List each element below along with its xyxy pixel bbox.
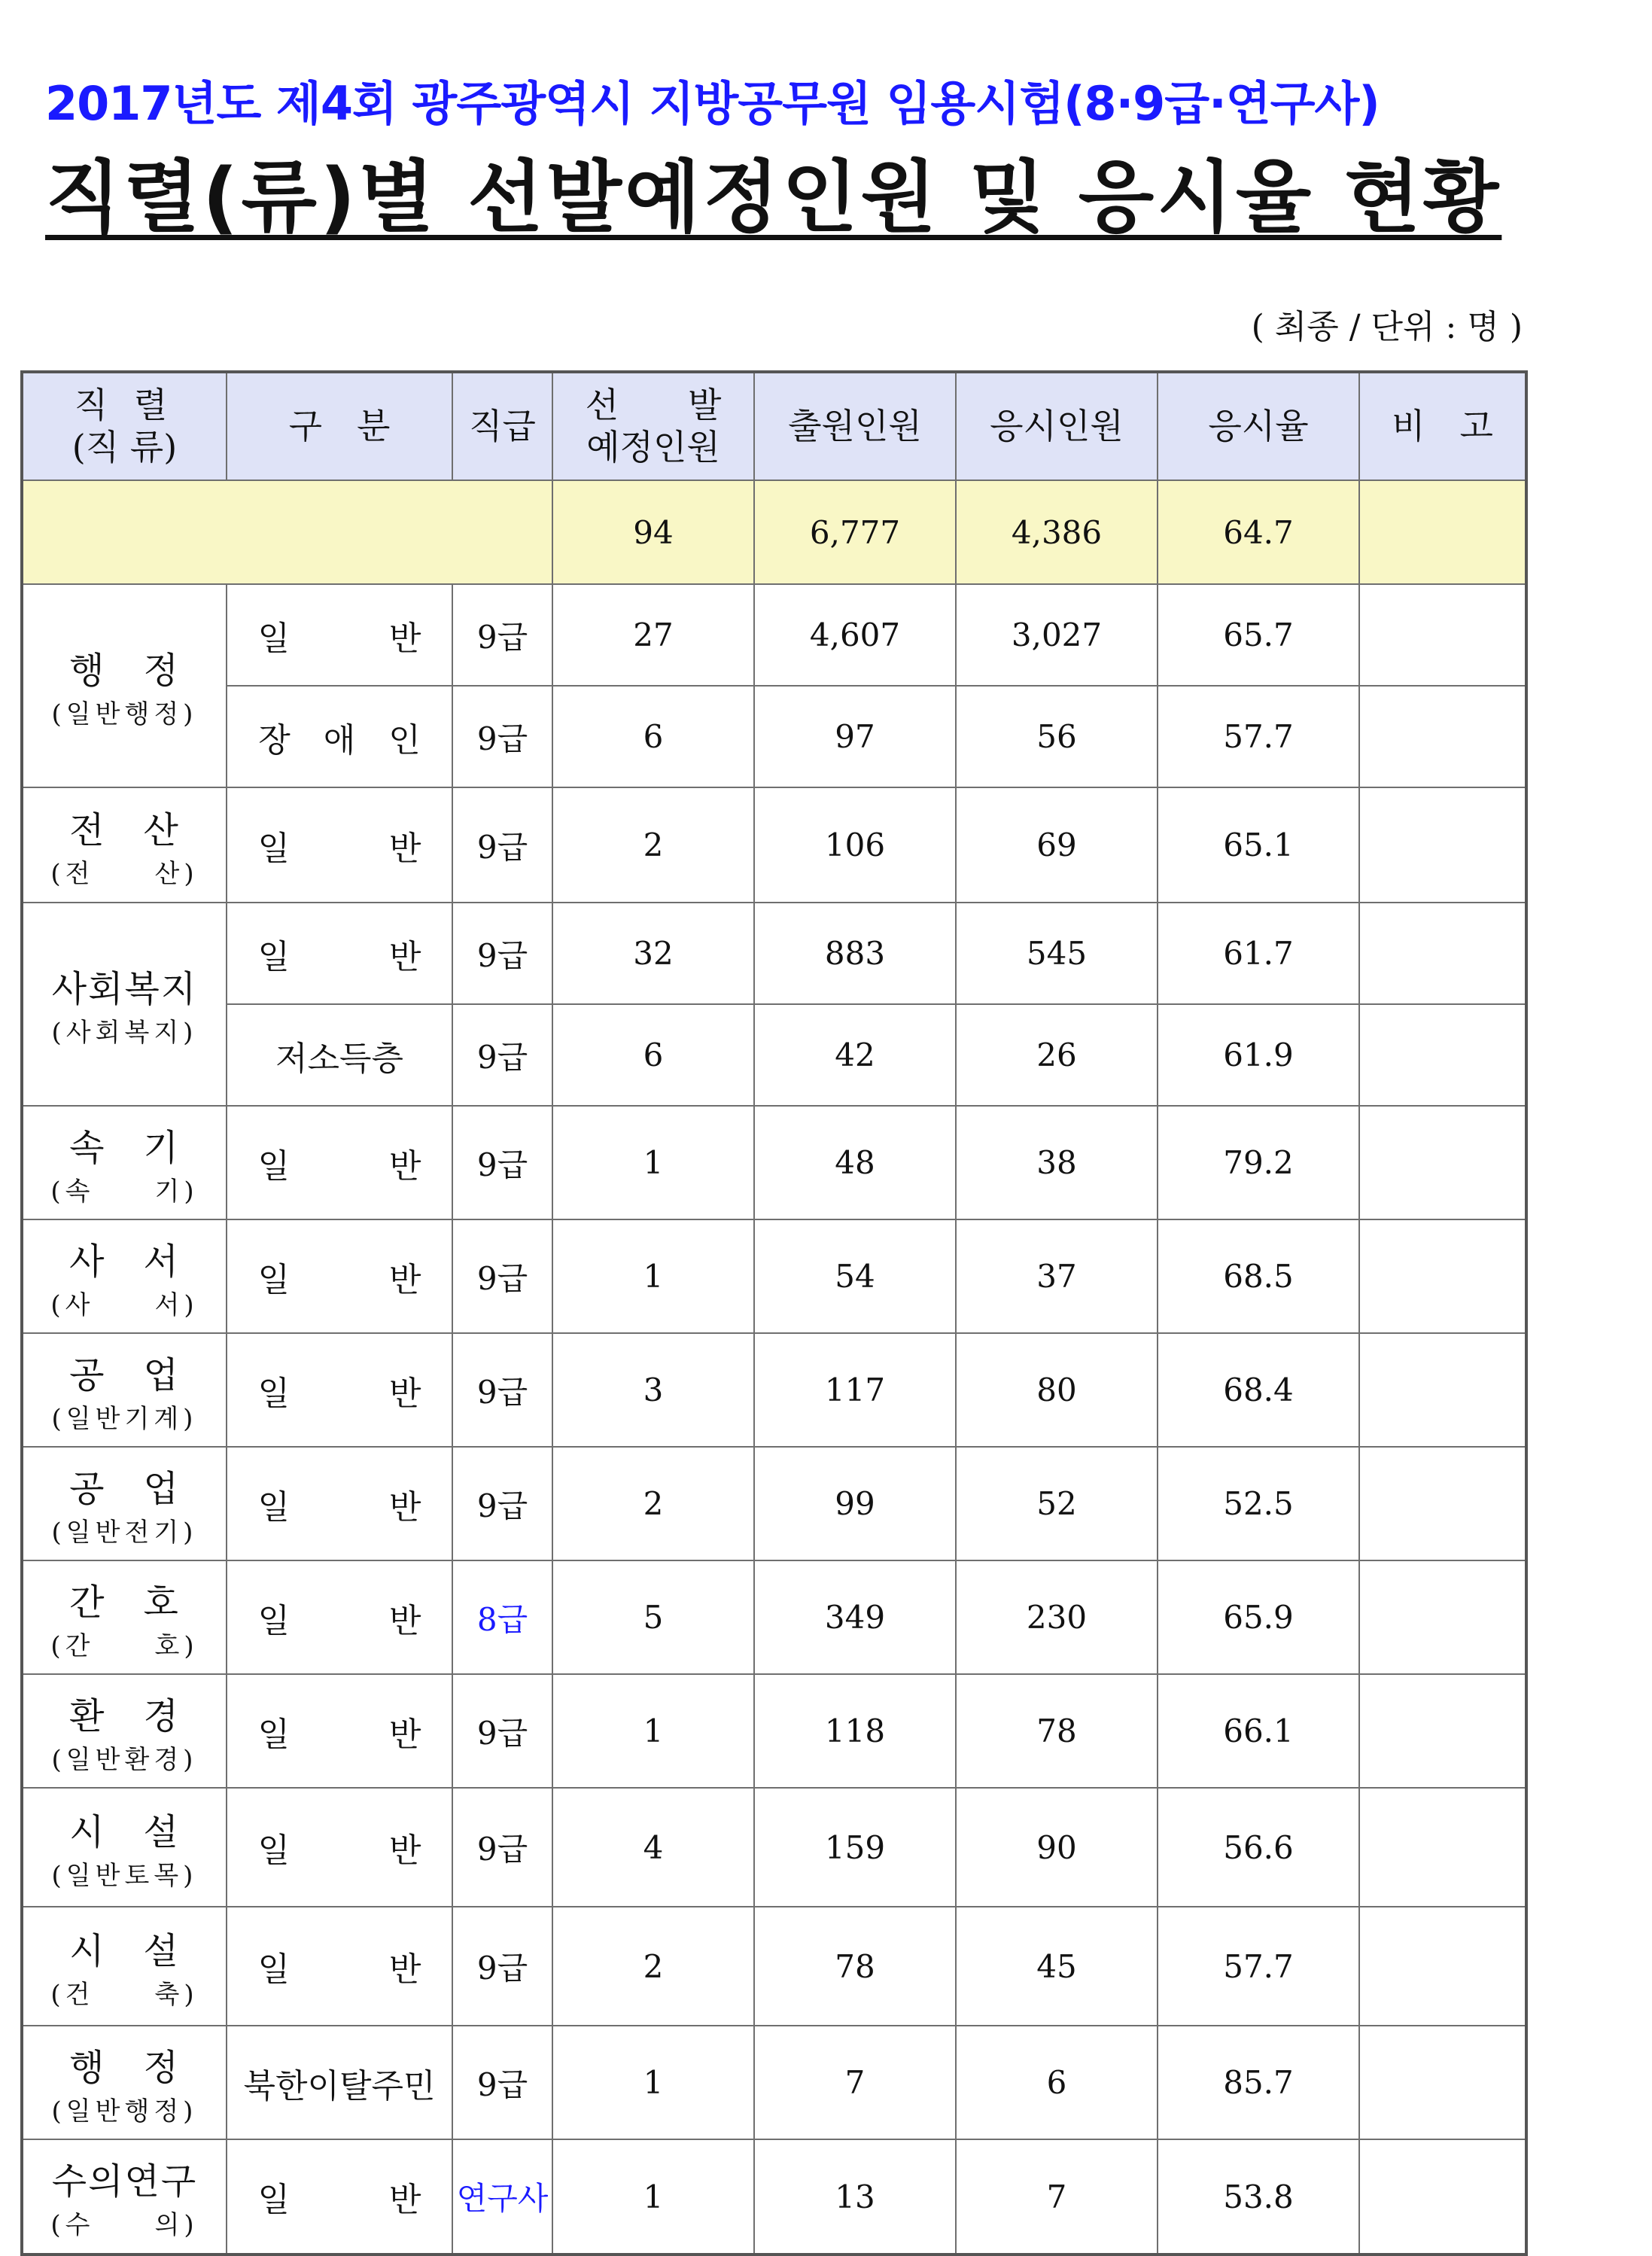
note-cell [1359, 584, 1526, 686]
job-subname: (간 호) [50, 1630, 199, 1661]
header-job: 직 렬 (직 류) [22, 372, 227, 480]
note-cell [1359, 787, 1526, 903]
category-cell: 일 반 [227, 1788, 452, 1907]
job-cell [22, 1333, 227, 1447]
applicants-cell: 117 [754, 1333, 956, 1447]
job-cell [22, 1106, 227, 1219]
category-cell: 장 애 인 [227, 686, 452, 787]
table-row [22, 1004, 1526, 1106]
category-cell: 일 반 [227, 787, 452, 903]
job-subname: (일반전기) [51, 1517, 198, 1548]
applicants-cell: 54 [754, 1219, 956, 1333]
rate-cell: 61.7 [1158, 903, 1359, 1004]
category-cell: 일 반 [227, 1560, 452, 1674]
rate-cell: 66.1 [1158, 1674, 1359, 1788]
applicants-cell: 99 [754, 1447, 956, 1560]
job-name: 간 호 [69, 1581, 180, 1624]
category-cell: 일 반 [227, 1106, 452, 1219]
table-row [22, 1788, 1526, 1907]
job-cell [22, 1907, 227, 2026]
examinees-cell: 26 [956, 1004, 1158, 1106]
planned-cell: 1 [552, 1219, 754, 1333]
grade-cell: 9급 [452, 903, 552, 1004]
note-cell [1359, 903, 1526, 1004]
applicants-cell: 13 [754, 2139, 956, 2254]
applicants-cell: 7 [754, 2026, 956, 2139]
note-cell [1359, 1106, 1526, 1219]
rate-cell: 68.4 [1158, 1333, 1359, 1447]
table-row [22, 584, 1526, 686]
category-cell: 저소득층 [227, 1004, 452, 1106]
examinees-cell: 69 [956, 787, 1158, 903]
planned-cell: 2 [552, 1447, 754, 1560]
examinees-cell: 230 [956, 1560, 1158, 1674]
recruitment-table [20, 370, 1528, 2256]
job-name: 공 업 [69, 1467, 180, 1510]
planned-cell: 1 [552, 1106, 754, 1219]
table-row [22, 1447, 1526, 1560]
note-cell [1359, 2026, 1526, 2139]
title-line1: 2017년도 제4회 광주광역시 지방공무원 임용시험(8·9급·연구사) [45, 76, 1380, 131]
rate-cell: 68.5 [1158, 1219, 1359, 1333]
examinees-cell: 78 [956, 1674, 1158, 1788]
examinees-cell: 7 [956, 2139, 1158, 2254]
planned-cell: 27 [552, 584, 754, 686]
job-cell [22, 1560, 227, 1674]
rate-cell: 79.2 [1158, 1106, 1359, 1219]
applicants-cell: 349 [754, 1560, 956, 1674]
job-name: 사회복지 [51, 968, 198, 1010]
table-row [22, 1560, 1526, 1674]
job-name: 행 정 [69, 2046, 180, 2089]
rate-cell: 57.7 [1158, 686, 1359, 787]
total-label [22, 480, 552, 584]
header-planned: 선 발 예정인원 [552, 372, 754, 480]
note-cell [1359, 1560, 1526, 1674]
job-name: 행 정 [69, 650, 180, 692]
grade-cell: 9급 [452, 2026, 552, 2139]
total-examinees: 4,386 [956, 480, 1158, 584]
total-planned: 94 [552, 480, 754, 584]
job-name: 시 설 [69, 1930, 180, 1972]
planned-cell: 2 [552, 787, 754, 903]
planned-cell: 2 [552, 1907, 754, 2026]
examinees-cell: 45 [956, 1907, 1158, 2026]
applicants-cell: 159 [754, 1788, 956, 1907]
job-name: 시 설 [69, 1811, 180, 1853]
total-row [22, 480, 1526, 584]
applicants-cell: 48 [754, 1106, 956, 1219]
job-name: 환 경 [69, 1694, 180, 1737]
job-subname: (수 의) [50, 2210, 199, 2240]
job-subname: (일반기계) [51, 1403, 198, 1434]
rate-cell: 56.6 [1158, 1788, 1359, 1907]
grade-cell: 9급 [452, 1106, 552, 1219]
category-cell: 북한이탈주민 [227, 2026, 452, 2139]
page-title: 직렬(류)별 선발예정인원 및 응시율 현황 [45, 151, 1502, 243]
grade-cell: 9급 [452, 584, 552, 686]
job-subname: (전 산) [50, 858, 199, 889]
job-subname: (일반행정) [51, 699, 198, 729]
planned-cell: 6 [552, 686, 754, 787]
planned-cell: 3 [552, 1333, 754, 1447]
job-cell [22, 1219, 227, 1333]
job-cell [22, 903, 227, 1106]
job-subname: (속 기) [50, 1176, 199, 1207]
table-row [22, 1674, 1526, 1788]
category-cell: 일 반 [227, 1674, 452, 1788]
job-subname: (사회복지) [51, 1018, 198, 1048]
note-cell [1359, 1219, 1526, 1333]
table-row [22, 1106, 1526, 1219]
grade-cell: 9급 [452, 1004, 552, 1106]
category-cell: 일 반 [227, 903, 452, 1004]
table-row [22, 903, 1526, 1004]
job-cell [22, 1447, 227, 1560]
rate-cell: 57.7 [1158, 1907, 1359, 2026]
job-name: 수의연구 [51, 2160, 198, 2203]
applicants-cell: 883 [754, 903, 956, 1004]
table-body [22, 584, 1526, 2254]
category-cell: 일 반 [227, 1219, 452, 1333]
examinees-cell: 37 [956, 1219, 1158, 1333]
planned-cell: 1 [552, 1674, 754, 1788]
rate-cell: 65.9 [1158, 1560, 1359, 1674]
grade-cell: 9급 [452, 1674, 552, 1788]
note-cell [1359, 2139, 1526, 2254]
header-examinees: 응시인원 [956, 372, 1158, 480]
header-applicants: 출원인원 [754, 372, 956, 480]
grade-cell: 9급 [452, 1907, 552, 2026]
job-name: 속 기 [69, 1126, 180, 1169]
applicants-cell: 42 [754, 1004, 956, 1106]
table-row [22, 1219, 1526, 1333]
total-applicants: 6,777 [754, 480, 956, 584]
examinees-cell: 56 [956, 686, 1158, 787]
category-cell: 일 반 [227, 2139, 452, 2254]
planned-cell: 32 [552, 903, 754, 1004]
note-cell [1359, 686, 1526, 787]
job-cell [22, 2139, 227, 2254]
planned-cell: 1 [552, 2026, 754, 2139]
grade-cell: 8급 [452, 1560, 552, 1674]
rate-cell: 85.7 [1158, 2026, 1359, 2139]
job-cell [22, 2026, 227, 2139]
job-name: 공 업 [69, 1353, 180, 1396]
total-rate: 64.7 [1158, 480, 1359, 584]
table-row [22, 2139, 1526, 2254]
planned-cell: 1 [552, 2139, 754, 2254]
examinees-cell: 80 [956, 1333, 1158, 1447]
job-cell [22, 584, 227, 787]
job-cell [22, 787, 227, 903]
header-grade: 직급 [452, 372, 552, 480]
examinees-cell: 6 [956, 2026, 1158, 2139]
job-name: 사 서 [69, 1240, 180, 1283]
applicants-cell: 97 [754, 686, 956, 787]
category-cell: 일 반 [227, 584, 452, 686]
examinees-cell: 90 [956, 1788, 1158, 1907]
grade-cell: 9급 [452, 1788, 552, 1907]
examinees-cell: 545 [956, 903, 1158, 1004]
header-category: 구 분 [227, 372, 452, 480]
examinees-cell: 38 [956, 1106, 1158, 1219]
rate-cell: 61.9 [1158, 1004, 1359, 1106]
table-row [22, 686, 1526, 787]
rate-cell: 65.1 [1158, 787, 1359, 903]
table-row [22, 1333, 1526, 1447]
note-cell [1359, 1788, 1526, 1907]
examinees-cell: 52 [956, 1447, 1158, 1560]
planned-cell: 6 [552, 1004, 754, 1106]
rate-cell: 53.8 [1158, 2139, 1359, 2254]
note-cell [1359, 1447, 1526, 1560]
planned-cell: 4 [552, 1788, 754, 1907]
table-row [22, 787, 1526, 903]
job-subname: (일반토목) [51, 1861, 198, 1891]
note-cell [1359, 1333, 1526, 1447]
category-cell: 일 반 [227, 1907, 452, 2026]
grade-cell: 9급 [452, 1333, 552, 1447]
grade-cell: 연구사 [452, 2139, 552, 2254]
job-subname: (일반행정) [51, 2096, 198, 2127]
grade-cell: 9급 [452, 1447, 552, 1560]
planned-cell: 5 [552, 1560, 754, 1674]
applicants-cell: 78 [754, 1907, 956, 2026]
rate-cell: 65.7 [1158, 584, 1359, 686]
job-cell [22, 1788, 227, 1907]
job-subname: (사 서) [50, 1289, 199, 1320]
note-cell [1359, 1004, 1526, 1106]
category-cell: 일 반 [227, 1447, 452, 1560]
grade-cell: 9급 [452, 686, 552, 787]
category-cell: 일 반 [227, 1333, 452, 1447]
total-note [1359, 480, 1526, 584]
note-cell [1359, 1907, 1526, 2026]
table-row [22, 1907, 1526, 2026]
header-rate: 응시율 [1158, 372, 1359, 480]
table-row [22, 2026, 1526, 2139]
header-row [22, 372, 1526, 480]
job-cell [22, 1674, 227, 1788]
note-cell [1359, 1674, 1526, 1788]
applicants-cell: 4,607 [754, 584, 956, 686]
rate-cell: 52.5 [1158, 1447, 1359, 1560]
grade-cell: 9급 [452, 787, 552, 903]
header-note: 비 고 [1359, 372, 1526, 480]
job-subname: (건 축) [50, 1980, 199, 2010]
applicants-cell: 118 [754, 1674, 956, 1788]
applicants-cell: 106 [754, 787, 956, 903]
job-subname: (일반환경) [51, 1744, 198, 1775]
grade-cell: 9급 [452, 1219, 552, 1333]
unit-note: ( 최종 / 단위 : 명 ) [1251, 308, 1523, 346]
examinees-cell: 3,027 [956, 584, 1158, 686]
job-name: 전 산 [69, 808, 180, 851]
